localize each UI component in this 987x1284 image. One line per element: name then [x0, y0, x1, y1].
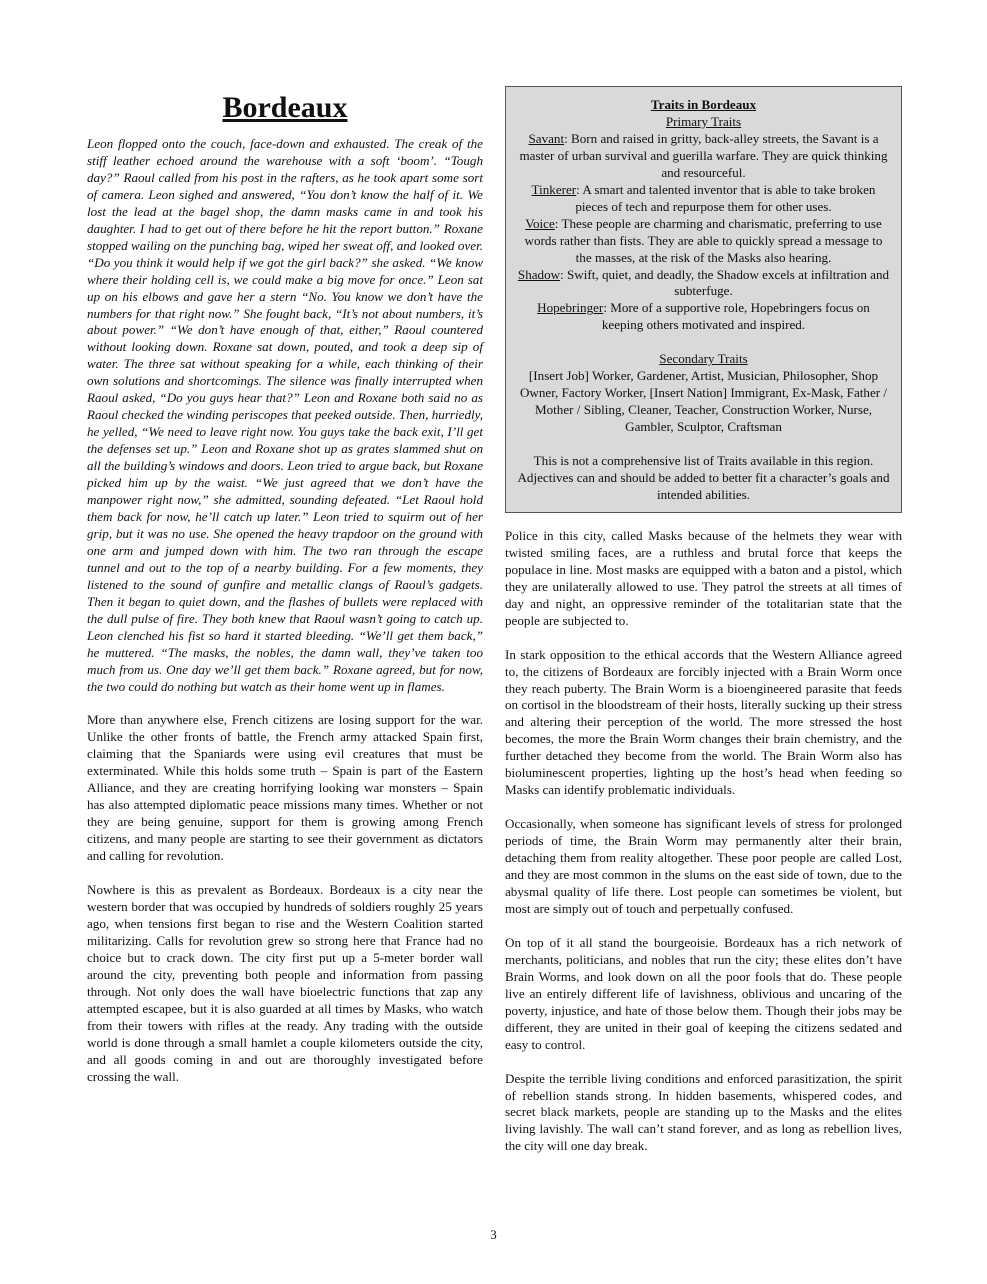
body-paragraph: On top of it all stand the bourgeoisie. Bordeaux has a rich network of merchants, politicians, and nobles that run the city; these elites don’t have Brain Worms, and look down on all the poor fools that do. These people live an entirely different life of lavishness, oblivious and uncaring of the poverty, injustice, and hate of those below them. Though their jobs may be different, they are united in their goal of keeping the citizens sedated and easy to control. [505, 934, 902, 1052]
body-paragraph: More than anywhere else, French citizens are losing support for the war. Unlike the other fronts of battle, the French army attacked Spain first, claiming that the Spaniards were using evil creatures that must be exterminated. While this holds some truth – Spain is part of the Eastern Alliance, and they are creating horrifying looking war monsters – Spain has also attempted diplomatic peace missions many times. Whether or not they are being genuine, support for them is growing among French citizens, and many people are starting to see their government as dictators and calling for revolution. [87, 712, 483, 864]
trait-entry [516, 267, 891, 301]
trait-name: Voice [525, 215, 555, 231]
trait-description: : More of a supportive role, Hopebringers focus on keeping others motivated and inspired. [601, 300, 870, 333]
trait-name: Shadow [517, 266, 561, 282]
trait-description: : A smart and talented inventor that is able to take broken pieces of tech and repurpose them for other uses. [575, 181, 876, 214]
story-paragraph: Leon flopped onto the couch, face-down and exhausted. The creak of the stiff leather echoed around the warehouse with a soft ‘boom’. “Tough day?” Raoul called from his post in the rafters, as he took apart some sort of camera. Leon sighed and answered, “You don’t know the half of it. We lost the lead at the bagel shop, the damn masks came in and took his daughter. I had to get out of there before he hit the report button.” Roxane stopped wailing on the punching bag, wiped her sweat off, and looked over. “Do you think it would help if we got the girl back?” she asked. “We know where their holding cell is, we could make a big move for once.” Leon sat up on his elbows and gave her a stern “No. You know we don’t have the numbers for that right now.” She fought back, “It’s not about numbers, it’s about power.” “We don’t have enough of that, either,” Raoul countered without looking down. Roxane sat down, pouted, and took a deep sip of water. The three sat without speaking for a while, each thinking of their own solutions and shortcomings. The silence was finally interrupted when Raoul asked, “Do you guys hear that?” Leon and Roxane both said no as Raoul checked the winding periscopes that peeked outside. Then, hurriedly, he yelled, “We need to leave right now. You guys take the back exit, I’ll get the defenses set up.” Leon and Roxane shot up as grates slammed shut on all the building’s windows and doors. Leon tried to argue back, but Roxane picked him up by the waist. “We just agreed that we don’t have the manpower right now,” she admitted, sounding defeated. “Let Raoul hold them back for now, he’ll catch up later.” Leon tried to squirm out of her grip, but it was no use. She opened the heavy trapdoor on the ground with one arm and jumped down with him. The two ran through the escape tunnel and out to the top of a nearby building. For a few moments, they listened to the sound of gunfire and metallic clangs of Raoul’s gadgets. Then it began to quiet down, and the flashes of bullets were replaced with the dull pulse of fire. They both knew that Raoul wasn’t going to catch up. Leon clenched his fist so hard it started bleeding. “We’ll get them back,” he muttered. “The masks, the nobles, the damn wall, they’ve taken too much from us. One day we’ll get them back.” Roxane agreed, but for now, the two could do nothing but watch as their home went up in flames. [87, 136, 483, 694]
body-paragraph: Nowhere is this as prevalent as Bordeaux. Bordeaux is a city near the western border that was occupied by hundreds of soldiers roughly 25 years ago, when tensions first began to rise and the Western Coalition started militarizing. Calls for revolution grew so strong here that France had no choice but to crack down. The city first put up a 5-meter border wall around the city, preventing both people and information from passing through. Not only does the wall have bioelectric functions that zap any attempted escapee, but it is also guarded at all times by Masks, who watch from their towers with rifles at the ready. Any trading with the outside world is done through a small hamlet a couple kilometers outside the city, and all goods coming in and out are thoroughly investigated before crossing the wall. [87, 882, 483, 1084]
body-paragraph: Despite the terrible living conditions and enforced parasitization, the spirit of rebellion stands strong. In hidden basements, whispered codes, and secret black markets, people are standing up to the Masks and the elites living lavishly. The wall can’t stand forever, and as long as rebellion lives, the city will one day break. [505, 1070, 902, 1154]
left-column [87, 90, 483, 1085]
primary-traits-heading: Primary Traits [665, 113, 742, 129]
trait-entry [516, 300, 891, 334]
secondary-traits-heading: Secondary Traits [659, 351, 748, 367]
body-paragraph: Police in this city, called Masks because of the helmets they wear with twisted smiling faces, are a ruthless and brutal force that keeps the populace in line. Most masks are equipped with a baton and a pistol, which they are unilaterally allowed to use. They patrol the streets at all times of day and night, an oppressive reminder of the totalitarian state that the people are subjected to. [505, 527, 902, 628]
trait-description: : Born and raised in gritty, back-alley streets, the Savant is a master of urban survival and guerilla warfare. They are quick thinking and resourceful. [519, 130, 888, 180]
body-paragraph: In stark opposition to the ethical accords that the Western Alliance agreed to, the citizens of Bordeaux are forcibly injected with a Brain Worm once they reach puberty. The Brain Worm is a bioengineered parasite that feeds on cortisol in the bloodstream of their hosts, literally sucking up their stress and altering their perception of the world. The more stressed the host becomes, the more the Brain Worm changes their brain chemistry, and the further detached they become from the world. The Brain Worm also has bioluminescent properties, lighting up the host’s head when feeding so Masks can identify problematic individuals. [505, 646, 902, 798]
trait-entry [516, 216, 891, 267]
traits-box-title: Traits in Bordeaux [650, 97, 757, 112]
right-column [505, 86, 902, 1155]
trait-description: : These people are charming and charismatic, preferring to use words rather than fists. They are able to quickly spread a message to the masses, at the risk of the Masks also hearing. [524, 215, 883, 265]
trait-name: Hopebringer [537, 300, 604, 316]
trait-name: Savant [528, 130, 565, 146]
trait-entry [516, 131, 891, 182]
page-number: 3 [490, 1227, 497, 1242]
trait-entry [516, 182, 891, 216]
page-title: Bordeaux [222, 91, 348, 124]
trait-name: Tinkerer [531, 181, 577, 197]
traits-note: This is not a comprehensive list of Traits available in this region. Adjectives can and should be added to better fit a character’s goals and intended abilities. [517, 453, 890, 502]
trait-description: : Swift, quiet, and deadly, the Shadow excels at infiltration and subterfuge. [560, 266, 890, 299]
traits-box [505, 86, 902, 513]
secondary-traits-list: [Insert Job] Worker, Gardener, Artist, Musician, Philosopher, Shop Owner, Factory Worker, [Insert Nation] Immigrant, Ex-Mask, Father / Mother / Sibling, Cleaner, Teacher, Construction Worker, Nurse, Gambler, Sculptor, Craftsman [519, 368, 888, 435]
body-paragraph: Occasionally, when someone has significant levels of stress for prolonged periods of time, the Brain Worm may permanently alter their brain, detaching them from reality altogether. These poor people are called Lost, and they are most common in the slums on the east side of town, due to the abysmal quality of life there. Lost people can sometimes be violent, but most are simply out of touch and perpetually confused. [505, 816, 902, 916]
